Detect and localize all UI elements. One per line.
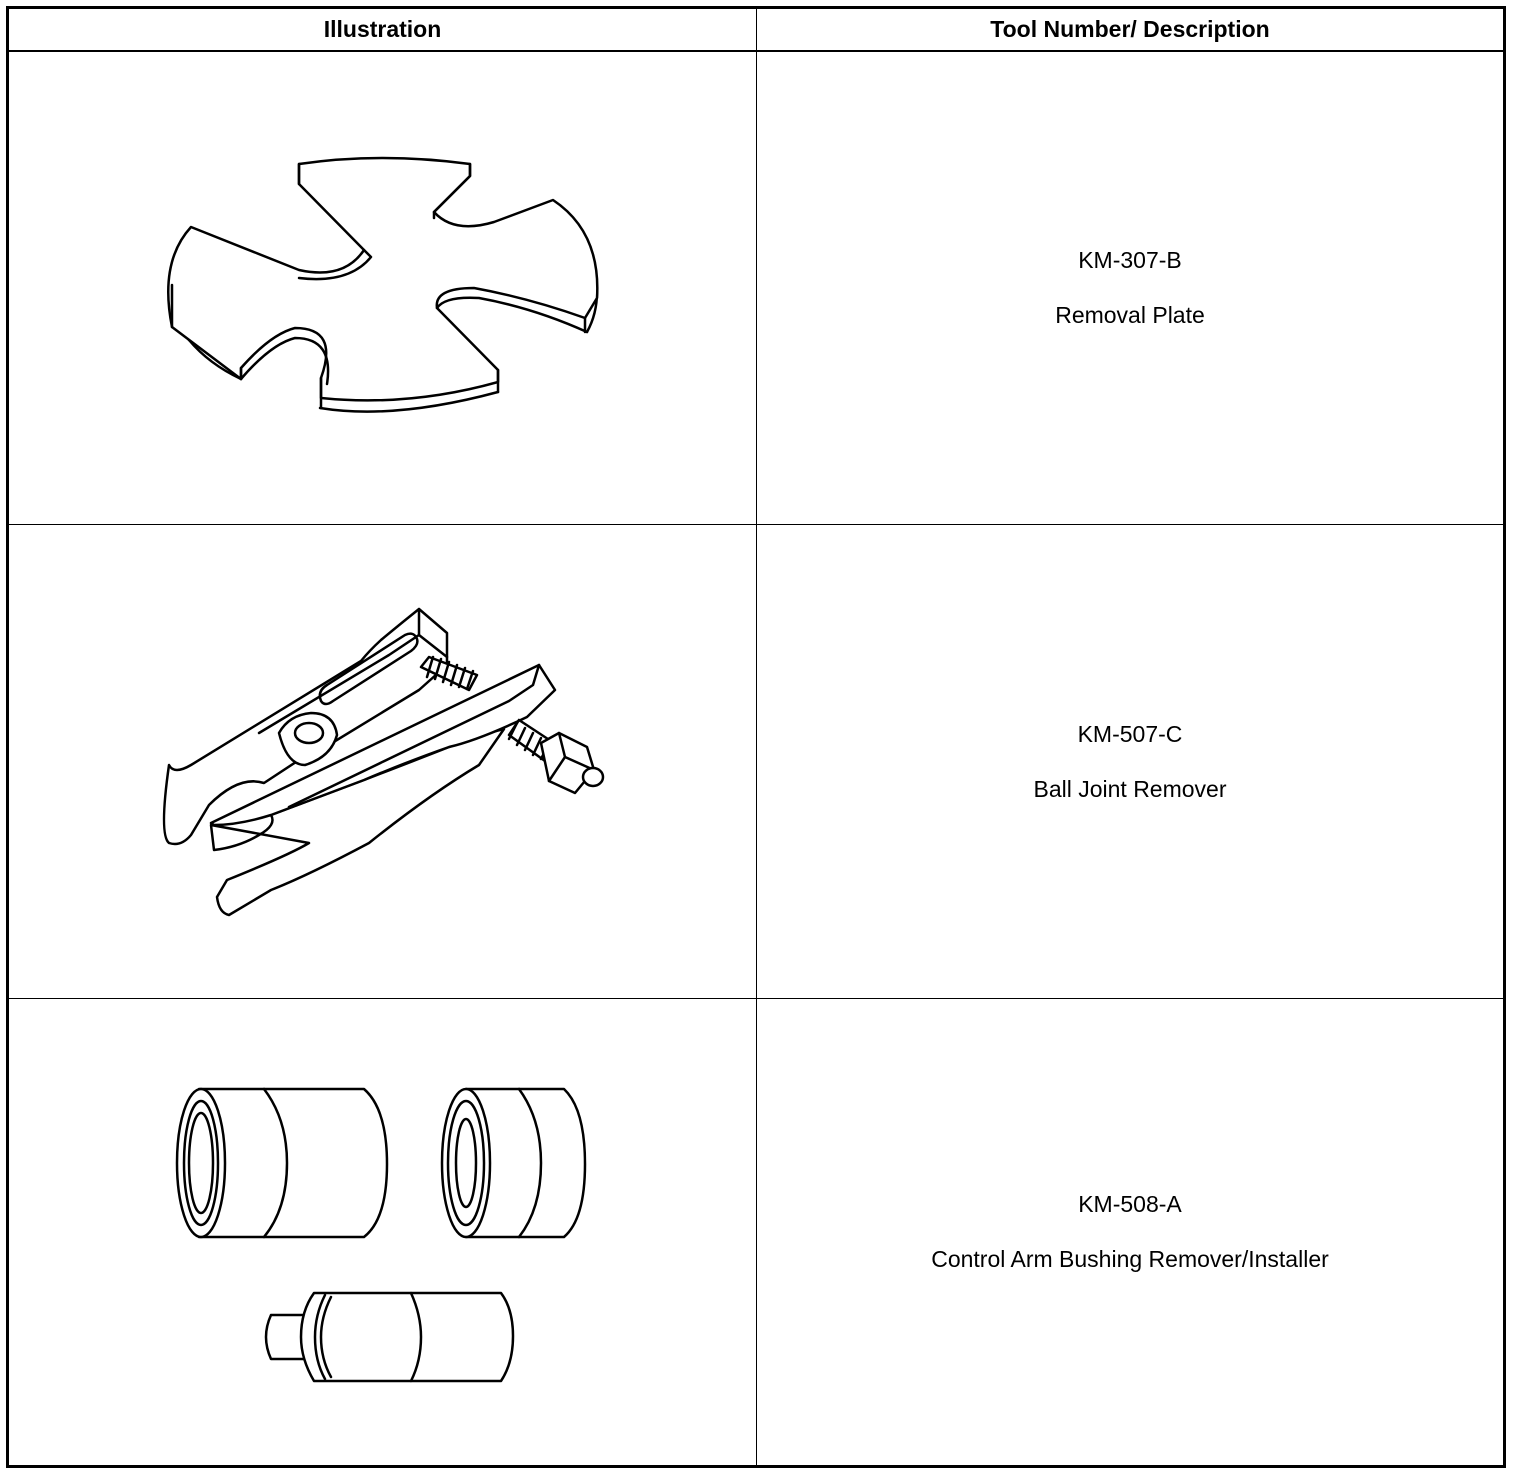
illustration-cell — [9, 52, 757, 524]
tool-description: Removal Plate — [1055, 302, 1205, 328]
ball-joint-remover-illustration — [9, 525, 755, 999]
bushing-remover-installer-illustration — [9, 999, 755, 1465]
header-tool-description: Tool Number/ Description — [990, 16, 1270, 42]
tool-description-cell — [757, 525, 1503, 998]
tool-number: KM-307-B — [1078, 247, 1182, 273]
special-tools-table — [6, 6, 1506, 1468]
removal-plate-illustration — [9, 52, 755, 525]
illustration-cell — [9, 999, 757, 1465]
table-row — [9, 525, 1503, 999]
tool-description-cell — [757, 52, 1503, 524]
tool-description: Control Arm Bushing Remover/Installer — [931, 1246, 1329, 1272]
tool-number: KM-508-A — [1078, 1191, 1182, 1217]
illustration-cell — [9, 525, 757, 998]
table-row — [9, 999, 1503, 1465]
table-row — [9, 52, 1503, 525]
tool-description-cell — [757, 999, 1503, 1465]
tool-number: KM-507-C — [1077, 720, 1183, 747]
table-header-row — [9, 9, 1503, 52]
header-illustration: Illustration — [9, 9, 757, 50]
tool-description: Ball Joint Remover — [1033, 775, 1227, 802]
